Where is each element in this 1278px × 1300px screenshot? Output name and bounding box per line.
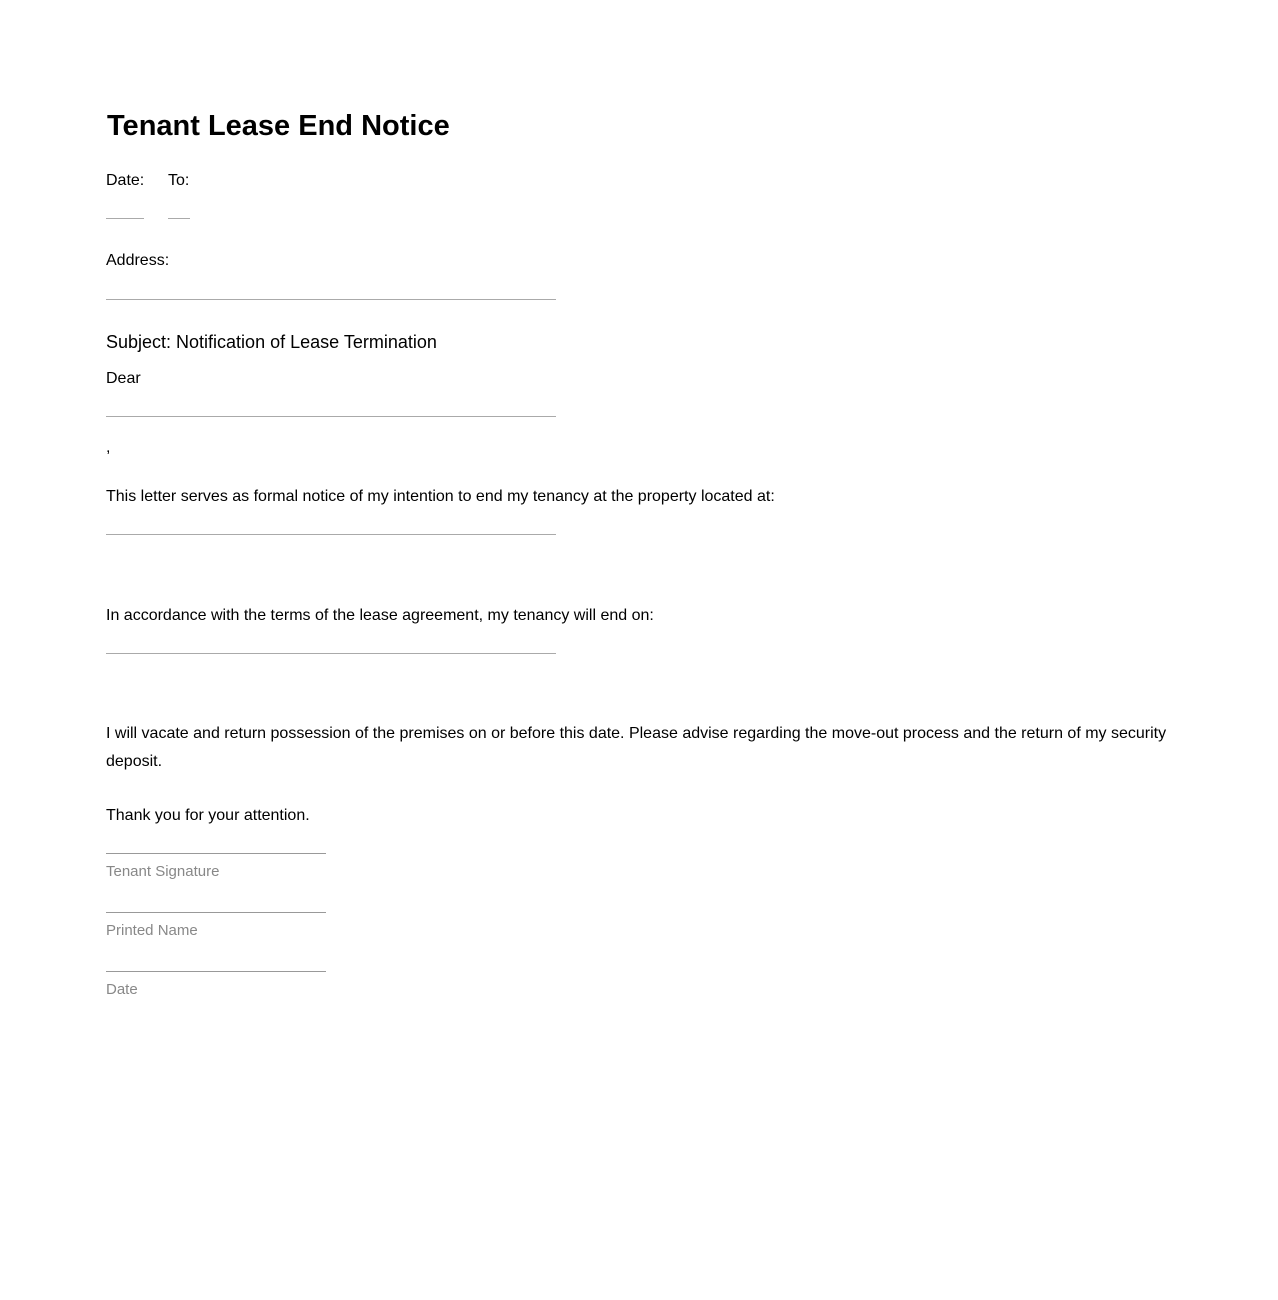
signature-date-field[interactable] [106,971,326,972]
end-date-field[interactable] [106,653,556,654]
subject-line: Subject: Notification of Lease Termination [106,332,437,352]
to-field[interactable] [168,218,190,219]
date-field[interactable] [106,218,144,219]
to-field-group [168,172,189,190]
recipient-name-field[interactable] [106,416,556,417]
tenant-signature-field[interactable] [106,853,326,854]
vacate-paragraph: I will vacate and return possession of the premises on or before this date. Please advise regarding the move-out process and the return of my security deposit. [106,725,1167,770]
property-address-field[interactable] [106,534,556,535]
notice-paragraph: This letter serves as formal notice of my intention to end my tenancy at the property located at: [106,488,775,505]
salutation-comma: , [106,439,111,456]
date-field-group [106,172,144,190]
address-label: Address: [106,252,170,269]
date-label: Date: [106,172,145,189]
salutation: Dear [106,370,141,387]
closing-line: Thank you for your attention. [106,807,310,824]
printed-name-caption: Printed Name [106,922,198,939]
document-title: Tenant Lease End Notice [107,110,450,142]
printed-name-field[interactable] [106,912,326,913]
end-date-paragraph: In accordance with the terms of the lease agreement, my tenancy will end on: [106,607,654,624]
address-field[interactable] [106,299,556,300]
to-label: To: [168,172,190,189]
signature-date-caption: Date [106,981,138,998]
tenant-signature-caption: Tenant Signature [106,863,220,880]
